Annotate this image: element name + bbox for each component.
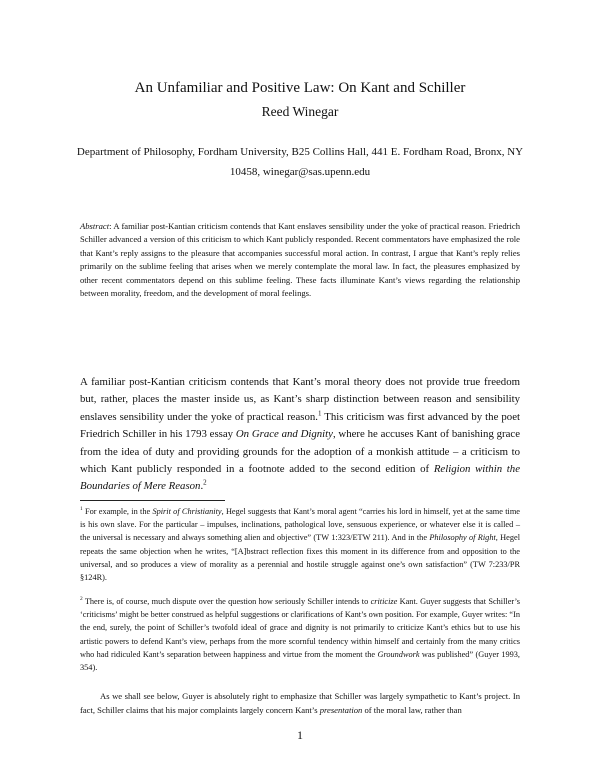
fn1-text-b: , Hegel suggests that Kant’s moral agent “carries his lord in himself, yet at the same time is his own slave. For the particular – impulses, inclinations, pathological love, sensuous experience, or whatever else it is called – the universal is necessary and always something alien and objective” (TW 1:323/ETW 211). And in the <box>80 507 520 543</box>
footnote-2 <box>80 595 520 674</box>
abstract <box>80 220 520 300</box>
footnote-ref-2: 2 <box>203 478 207 487</box>
p2-emph-presentation: presentation <box>319 704 363 715</box>
work-title-grace-and-dignity: On Grace and Dignity <box>235 428 333 441</box>
p1-text-c: , where he accuses Kant of banishing grace from the idea of duty and providing grounds for the adoption of a monkish attitude – a criticism to which Kant publicly responded in a footnote added to the second edition of <box>80 428 521 476</box>
author-name: Reed Winegar <box>261 104 339 119</box>
footnote-separator <box>80 500 225 501</box>
footnote-ref-1: 1 <box>317 409 322 418</box>
footnote-2-number: 2 <box>80 596 83 603</box>
p1-text-a: A familiar post-Kantian criticism contends that Kant’s moral theory does not provide true freedom but, rather, places the master inside us, as Kant’s sharp distinction between reason and sensibility enslaves sensibility under the yoke of practical reason. <box>80 376 520 423</box>
affiliation-line-2: 10458, winegar@sas.upenn.edu <box>229 166 371 178</box>
affiliation <box>60 142 540 182</box>
p1-text-d: . <box>200 480 204 493</box>
work-title-religion: Religion within the Boundaries of Mere Reason <box>80 463 520 493</box>
fn2-text-a: There is, of course, much dispute over the question how seriously Schiller intends to <box>82 597 371 606</box>
footnote-1-number: 1 <box>80 506 83 513</box>
p2-text-b: of the moral law, rather than <box>362 704 462 715</box>
body-paragraph-1 <box>80 374 520 496</box>
abstract-label: Abstract <box>80 221 110 231</box>
body-paragraph-2 <box>80 690 520 717</box>
p2-text-a: As we shall see below, Guyer is absolutely right to emphasize that Schiller was largely sympathetic to Kant’s project. In fact, Schiller claims that his major complaints largely concern Kant’s <box>80 691 520 715</box>
abstract-text: : A familiar post-Kantian criticism contends that Kant enslaves sensibility under the yoke of practical reason. Friedrich Schiller advanced a version of this criticism to which Kant publicly responded. Recent commentators have emphasized the role that Kant’s reply assigns to the pleasure that accompanies successful moral action. In contrast, I argue that Kant’s reply relies primarily on the sublime feeling that arises when we merely contemplate the moral law. In fact, the pleasures emphasized by other recent commentators depend on this sublime feeling. These facts illuminate Kant’s views regarding the relationship between morality, freedom, and the development of moral feelings. <box>80 221 520 299</box>
fn1-title-spirit: Spirit of Christianity <box>152 507 222 516</box>
affiliation-line-1: Department of Philosophy, Fordham University, B25 Collins Hall, 441 E. Fordham Road, Bronx, NY <box>76 146 524 158</box>
fn1-text-c: , Hegel repeats the same objection when he writes, “[A]bstract reflection fixes this moment in its difference from and opposition to the universal, and so produces a view of morality as a perennial and hostile struggle against one’s own satisfaction” (TW 7:233/PR §124R). <box>80 533 520 583</box>
p1-text-b: This criticism was first advanced by the poet Friedrich Schiller in his 1793 essay <box>80 410 520 441</box>
paper-title: An Unfamiliar and Positive Law: On Kant and Schiller <box>134 80 466 96</box>
fn2-title-groundwork: Groundwork <box>377 649 420 659</box>
fn2-emph-criticize: criticize <box>370 597 398 606</box>
fn2-text-b: Kant. Guyer suggests that Schiller’s ‘criticisms’ might be better construed as helpful suggestions or clarifications of Kant’s own position. For example, Guyer writes: “In the end, surely, the point of Schiller’s twofold ideal of grace and dignity is not primarily to criticize Kant’s ethics but to use his artistic powers to defend Kant’s view, perhaps from the more scornful tendency within himself and certainly from the many critics who had ridiculed Kant’s separation between happiness and virtue from the moment the <box>80 597 520 659</box>
page-number: 1 <box>297 728 303 742</box>
fn1-text-a: For example, in the <box>82 507 153 516</box>
fn2-text-c: was published” (Guyer 1993, 354). <box>80 649 521 673</box>
fn1-title-right: Philosophy of Right <box>429 533 496 543</box>
footnote-1 <box>80 505 520 584</box>
